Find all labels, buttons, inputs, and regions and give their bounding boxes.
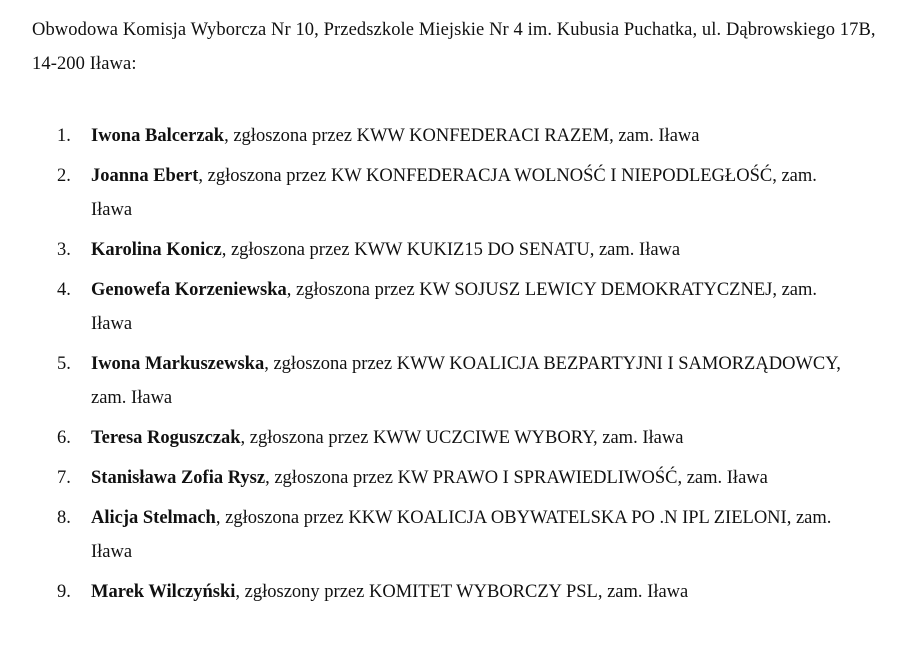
item-number: 3. bbox=[57, 240, 71, 260]
member-name: Iwona Markuszewska bbox=[91, 354, 265, 374]
list-item bbox=[0, 421, 861, 455]
member-details: , zgłoszona przez KWW KUKIZ15 DO SENATU, zam. Iława bbox=[221, 240, 681, 260]
list-item bbox=[0, 575, 861, 609]
item-number: 5. bbox=[57, 354, 71, 374]
commission-header: Obwodowa Komisja Wyborcza Nr 10, Przedszkole Miejskie Nr 4 im. Kubusia Puchatka, ul. Dąbrowskiego 17B, 14-200 Iława: bbox=[32, 20, 876, 74]
member-details: , zgłoszona przez KW SOJUSZ LEWICY DEMOKRATYCZNEJ, zam. Iława bbox=[91, 280, 818, 334]
list-item bbox=[0, 347, 861, 415]
member-details: , zgłoszona przez KWW KOALICJA BEZPARTYJNI I SAMORZĄDOWCY, zam. Iława bbox=[91, 354, 841, 408]
member-details: , zgłoszona przez KWW KONFEDERACI RAZEM, zam. Iława bbox=[224, 126, 700, 146]
list-item bbox=[0, 233, 861, 267]
item-number: 7. bbox=[57, 468, 71, 488]
member-name: Teresa Roguszczak bbox=[91, 428, 241, 448]
member-name: Stanisława Zofia Rysz bbox=[91, 468, 266, 488]
member-details: , zgłoszona przez KW PRAWO I SPRAWIEDLIWOŚĆ, zam. Iława bbox=[265, 468, 768, 488]
item-number: 9. bbox=[57, 582, 71, 602]
list-item bbox=[0, 501, 861, 569]
member-list bbox=[0, 119, 918, 615]
member-details: , zgłoszona przez KW KONFEDERACJA WOLNOŚĆ I NIEPODLEGŁOŚĆ, zam. Iława bbox=[91, 166, 817, 220]
item-number: 1. bbox=[57, 126, 71, 146]
member-name: Karolina Konicz bbox=[91, 240, 222, 260]
member-name: Alicja Stelmach bbox=[91, 508, 216, 528]
list-item bbox=[0, 119, 861, 153]
list-item bbox=[0, 273, 861, 341]
member-name: Genowefa Korzeniewska bbox=[91, 280, 287, 300]
member-details: , zgłoszona przez KKW KOALICJA OBYWATELSKA PO .N IPL ZIELONI, zam. Iława bbox=[91, 508, 832, 562]
item-number: 2. bbox=[57, 166, 71, 186]
item-number: 8. bbox=[57, 508, 71, 528]
list-item bbox=[0, 159, 861, 227]
list-item bbox=[0, 461, 861, 495]
member-details: , zgłoszony przez KOMITET WYBORCZY PSL, zam. Iława bbox=[235, 582, 689, 602]
item-number: 6. bbox=[57, 428, 71, 448]
member-details: , zgłoszona przez KWW UCZCIWE WYBORY, zam. Iława bbox=[240, 428, 684, 448]
member-name: Joanna Ebert bbox=[91, 166, 199, 186]
item-number: 4. bbox=[57, 280, 71, 300]
member-name: Marek Wilczyński bbox=[91, 582, 236, 602]
member-name: Iwona Balcerzak bbox=[91, 126, 225, 146]
